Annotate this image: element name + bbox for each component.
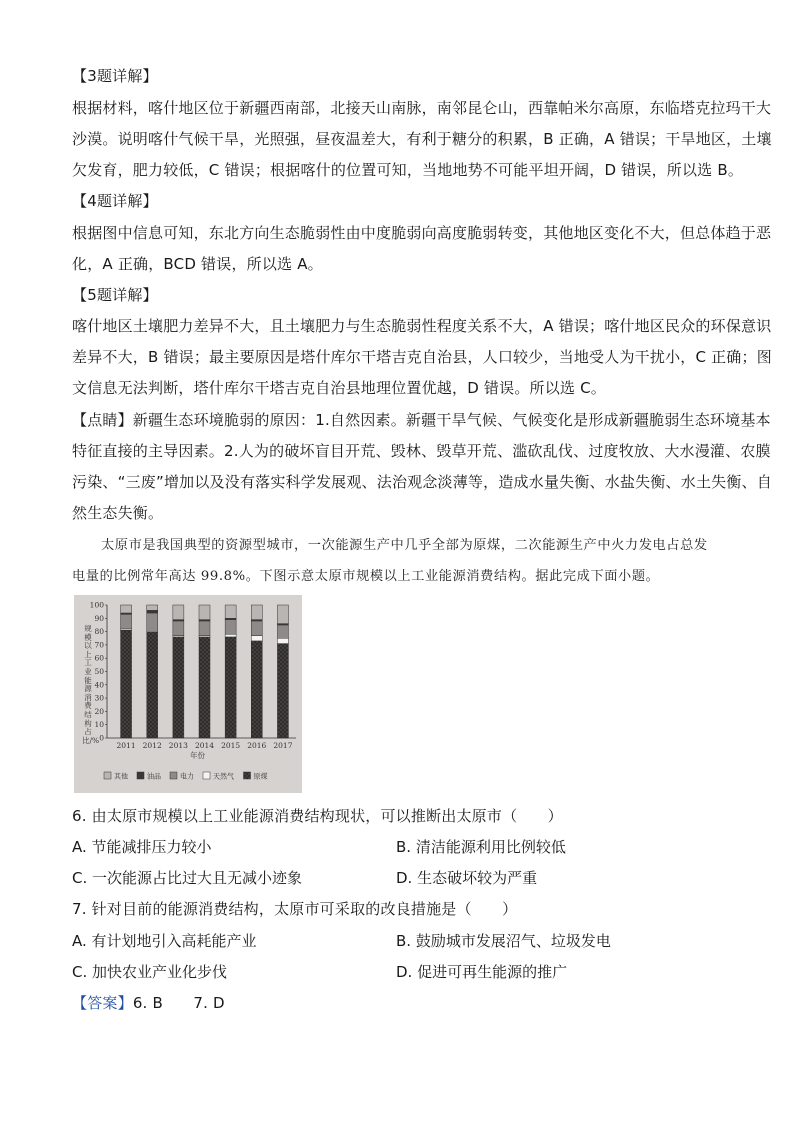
chart-bar-segment (277, 605, 288, 624)
q3-analysis-line: 沙漠。说明喀什气候干旱，光照强，昼夜温差大，有利于糖分的积累，B 正确，A 错误；干旱地区，土壤 (72, 130, 772, 148)
q3-analysis-line: 欠发育，肥力较低，C 错误；根据喀什的位置可知，当地地势不可能平坦开阔，D 错误，所以选 B。 (72, 161, 744, 179)
chart-bar-segment (147, 632, 158, 738)
chart-bar-segment (173, 605, 184, 620)
chart-bar-segment (277, 638, 288, 643)
question-intro-line: 太原市是我国典型的资源型城市，一次能源生产中几乎全部为原煤，二次能源生产中火力发电占总发 (101, 538, 708, 553)
chart-bar-segment (173, 637, 184, 738)
chart-bar-segment (199, 621, 210, 636)
chart-x-tick-label: 2014 (194, 741, 215, 750)
chart-y-tick-label: 40 (94, 680, 104, 690)
highlight-line: 【点睛】新疆生态环境脆弱的原因：1.自然因素。新疆干旱气候、气候变化是形成新疆脆弱生态环境基本 (72, 411, 771, 429)
chart-bar-segment (199, 605, 210, 620)
q6-option-d[interactable] (396, 868, 537, 888)
chart-bar-segment (225, 634, 236, 637)
chart-bar-segment (147, 613, 158, 630)
chart-bar-segment (121, 614, 132, 629)
chart-legend-label: 电力 (180, 772, 194, 781)
option-text: 节能减排压力较小 (91, 838, 212, 856)
option-text: 鼓励城市发展沼气、垃圾发电 (415, 932, 611, 950)
option-letter: D. (396, 963, 413, 981)
chart-legend-swatch (244, 772, 251, 779)
q6-option-b[interactable] (396, 837, 566, 857)
option-letter: B. (396, 932, 412, 950)
chart-legend-swatch (203, 772, 210, 779)
chart-bar-segment (225, 620, 236, 635)
chart-bar-segment (147, 605, 158, 610)
option-text: 生态破坏较为严重 (417, 869, 538, 887)
answer-tag: 【答案】 (72, 994, 133, 1012)
chart-legend-swatch (104, 772, 111, 779)
chart-bar-segment (147, 610, 158, 613)
option-text: 加快农业产业化步伐 (92, 963, 228, 981)
chart-bar-segment (251, 621, 262, 636)
question-intro-line: 电量的比例常年高达 99.8%。下图示意太原市规模以上工业能源消费结构。据此完成下面小题。 (72, 569, 660, 584)
option-letter: A. (72, 932, 87, 950)
chart-legend-swatch (137, 772, 144, 779)
chart-legend-label: 原煤 (253, 772, 268, 781)
chart-y-tick-label: 50 (94, 667, 104, 676)
option-letter: C. (72, 963, 88, 981)
chart-y-tick-label: 60 (94, 653, 104, 663)
q7-option-b[interactable] (396, 931, 611, 951)
q4-analysis-line: 根据图中信息可知，东北方向生态脆弱性由中度脆弱向高度脆弱转变，其他地区变化不大，但总体趋于恶 (72, 224, 772, 242)
chart-y-tick-label: 80 (94, 627, 104, 637)
q3-analysis-title: 【3题详解】 (72, 67, 158, 85)
chart-bar-segment (121, 630, 132, 738)
q7-option-a[interactable] (72, 931, 257, 951)
chart-legend-label: 天然气 (213, 772, 234, 781)
highlight-line: 特征直接的主导因素。2.人为的破坏盲目开荒、毁林、毁草开荒、滥砍乱伐、过度牧放、大水漫灌、农膜 (72, 442, 771, 460)
chart-x-tick-label: 2012 (142, 741, 162, 750)
chart-y-axis-label: 规模以上工业能源消费结构占比/% (82, 624, 100, 745)
q5-analysis-line: 文信息无法判断，塔什库尔干塔吉克自治县地理位置优越，D 错误。所以选 C。 (72, 379, 606, 397)
chart-bar-segment (251, 641, 262, 738)
chart-svg (74, 595, 302, 793)
chart-y-tick-label: 30 (94, 693, 104, 703)
chart-bar-segment (199, 637, 210, 738)
chart-bar-segment (173, 621, 184, 636)
chart-x-tick-label: 2013 (168, 741, 188, 750)
chart-x-axis-label: 年份 (190, 751, 205, 760)
highlight-line: 然生态失衡。 (72, 504, 164, 522)
chart-x-tick-label: 2015 (221, 741, 241, 750)
chart-y-tick-label: 10 (94, 720, 104, 730)
chart-x-tick-label: 2011 (116, 741, 136, 750)
chart-bar-segment (251, 636, 262, 641)
chart-x-tick-label: 2016 (247, 741, 267, 750)
chart-y-tick-label: 0 (99, 733, 104, 743)
q7-option-c[interactable] (72, 962, 227, 982)
q5-analysis-line: 喀什地区土壤肥力差异不大，且土壤肥力与生态脆弱性程度关系不大，A 错误；喀什地区民众的环保意识 (72, 317, 772, 335)
chart-bar-segment (225, 637, 236, 738)
chart-bar-segment (277, 644, 288, 738)
q4-analysis-title: 【4题详解】 (72, 192, 158, 210)
q5-analysis-title: 【5题详解】 (72, 286, 158, 304)
answer-line (72, 993, 225, 1013)
q6-option-c[interactable] (72, 868, 302, 888)
highlight-line: 污染、“三废”增加以及没有落实科学发展观、法治观念淡薄等，造成水量失衡、水盐失衡、水土失衡、自 (72, 473, 772, 491)
chart-y-tick-label: 70 (94, 640, 104, 650)
q7-option-d[interactable] (396, 962, 567, 982)
chart-bar-segment (121, 605, 132, 613)
answer-text: 6. B 7. D (132, 994, 225, 1012)
option-letter: B. (396, 838, 412, 856)
chart-y-tick-label: 100 (89, 600, 104, 610)
q4-analysis-line: 化，A 正确，BCD 错误，所以选 A。 (72, 255, 323, 273)
chart-legend-label: 油品 (147, 772, 161, 781)
q5-analysis-line: 差异不大，B 错误；最主要原因是塔什库尔干塔吉克自治县，人口较少，当地受人为干扰小，C 正确；图 (72, 348, 772, 366)
chart-bar-segment (277, 625, 288, 638)
chart-y-tick-label: 90 (94, 613, 104, 623)
option-text: 一次能源占比过大且无减小迹象 (92, 869, 303, 887)
q3-analysis-line: 根据材料，喀什地区位于新疆西南部，北接天山南脉，南邻昆仑山，西靠帕米尔高原，东临塔克拉玛干大 (72, 99, 772, 117)
question-6-stem: 6. 由太原市规模以上工业能源消费结构现状，可以推断出太原市（ ） (72, 807, 563, 825)
option-text: 清洁能源利用比例较低 (415, 838, 566, 856)
option-text: 促进可再生能源的推广 (417, 963, 568, 981)
question-7-stem: 7. 针对目前的能源消费结构，太原市可采取的改良措施是（ ） (72, 900, 518, 918)
option-letter: C. (72, 869, 88, 887)
option-text: 有计划地引入高耗能产业 (91, 932, 257, 950)
q6-option-a[interactable] (72, 837, 212, 857)
option-letter: D. (396, 869, 413, 887)
chart-legend-label: 其他 (114, 772, 128, 781)
chart-y-tick-label: 20 (94, 706, 104, 716)
chart-legend-swatch (170, 772, 177, 779)
energy-structure-chart (74, 595, 302, 793)
chart-x-tick-label: 2017 (273, 741, 293, 750)
chart-bar-segment (225, 605, 236, 618)
chart-bar-segment (251, 605, 262, 620)
option-letter: A. (72, 838, 87, 856)
